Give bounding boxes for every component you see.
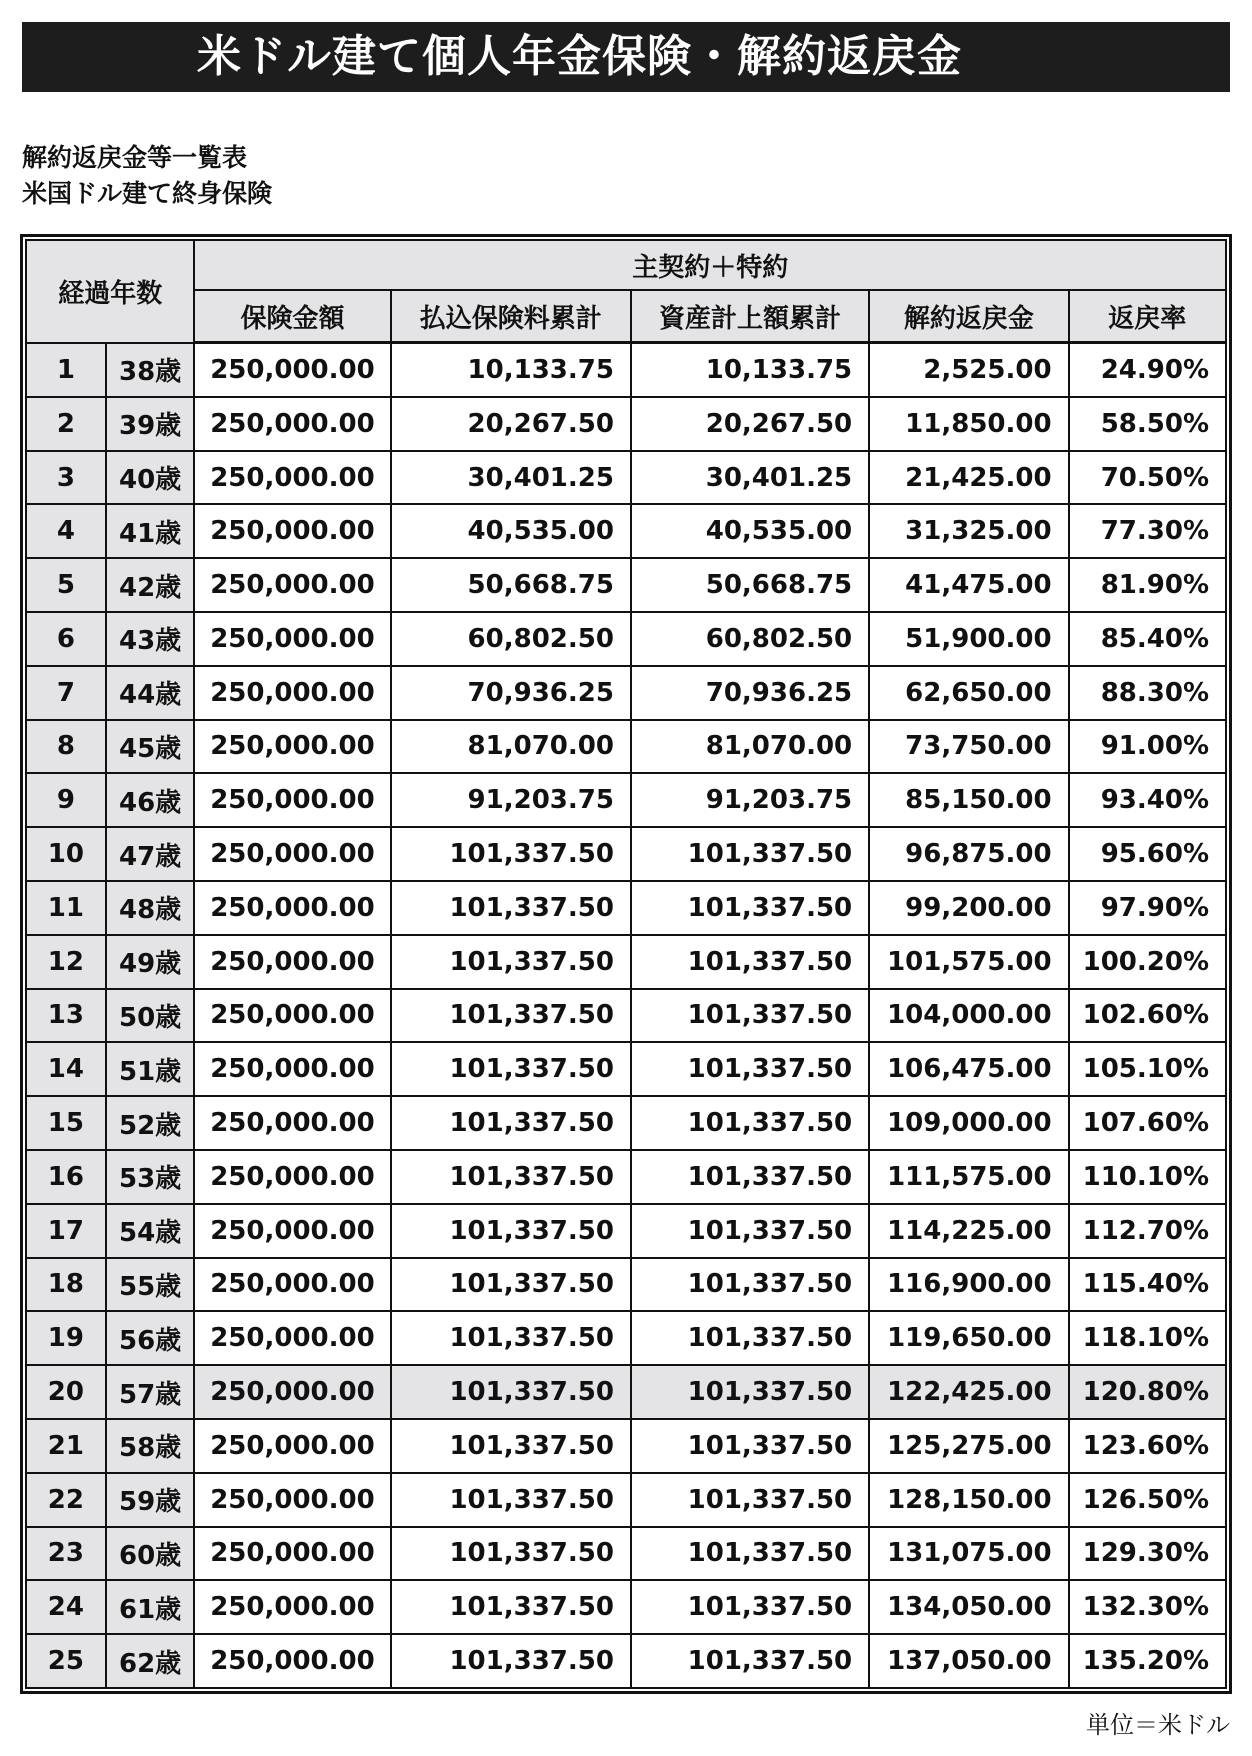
table-row [26, 343, 1226, 397]
age-cell: 46歳 [106, 773, 195, 827]
surrender-value-cell: 31,325.00 [869, 504, 1068, 558]
asset-total-cell: 101,337.50 [631, 1042, 869, 1096]
premium-total-cell: 60,802.50 [391, 612, 631, 666]
age-cell: 57歳 [106, 1365, 195, 1419]
return-rate-cell: 135.20% [1069, 1634, 1226, 1688]
col-header-asset-total: 資産計上額累計 [631, 290, 869, 343]
elapsed-year-cell: 7 [26, 666, 106, 720]
surrender-value-cell: 106,475.00 [869, 1042, 1068, 1096]
table-row [26, 1150, 1226, 1204]
return-rate-cell: 112.70% [1069, 1204, 1226, 1258]
premium-total-cell: 30,401.25 [391, 451, 631, 505]
sum-insured-cell: 250,000.00 [194, 558, 390, 612]
elapsed-year-cell: 11 [26, 881, 106, 935]
age-cell: 39歳 [106, 397, 195, 451]
asset-total-cell: 101,337.50 [631, 1204, 869, 1258]
elapsed-year-cell: 20 [26, 1365, 106, 1419]
return-rate-cell: 129.30% [1069, 1527, 1226, 1581]
age-cell: 60歳 [106, 1527, 195, 1581]
return-rate-cell: 107.60% [1069, 1096, 1226, 1150]
return-rate-cell: 123.60% [1069, 1419, 1226, 1473]
premium-total-cell: 101,337.50 [391, 1204, 631, 1258]
age-cell: 51歳 [106, 1042, 195, 1096]
sum-insured-cell: 250,000.00 [194, 1634, 390, 1688]
sum-insured-cell: 250,000.00 [194, 612, 390, 666]
elapsed-year-cell: 6 [26, 612, 106, 666]
return-rate-cell: 115.40% [1069, 1258, 1226, 1312]
subtitle-block [22, 140, 272, 212]
surrender-value-cell: 96,875.00 [869, 827, 1068, 881]
asset-total-cell: 40,535.00 [631, 504, 869, 558]
col-header-return-rate: 返戻率 [1069, 290, 1226, 343]
table-row [26, 720, 1226, 774]
asset-total-cell: 101,337.50 [631, 1473, 869, 1527]
return-rate-cell: 132.30% [1069, 1580, 1226, 1634]
table-row [26, 1419, 1226, 1473]
elapsed-year-cell: 2 [26, 397, 106, 451]
sum-insured-cell: 250,000.00 [194, 1365, 390, 1419]
premium-total-cell: 101,337.50 [391, 935, 631, 989]
elapsed-year-cell: 24 [26, 1580, 106, 1634]
table-row [26, 1527, 1226, 1581]
return-rate-cell: 118.10% [1069, 1311, 1226, 1365]
premium-total-cell: 40,535.00 [391, 504, 631, 558]
asset-total-cell: 81,070.00 [631, 720, 869, 774]
surrender-value-cell: 73,750.00 [869, 720, 1068, 774]
sum-insured-cell: 250,000.00 [194, 720, 390, 774]
asset-total-cell: 101,337.50 [631, 1365, 869, 1419]
asset-total-cell: 70,936.25 [631, 666, 869, 720]
age-cell: 56歳 [106, 1311, 195, 1365]
surrender-value-cell: 11,850.00 [869, 397, 1068, 451]
elapsed-year-cell: 3 [26, 451, 106, 505]
age-cell: 40歳 [106, 451, 195, 505]
elapsed-year-cell: 22 [26, 1473, 106, 1527]
asset-total-cell: 101,337.50 [631, 935, 869, 989]
table-row [26, 612, 1226, 666]
surrender-value-cell: 41,475.00 [869, 558, 1068, 612]
surrender-value-cell: 119,650.00 [869, 1311, 1068, 1365]
age-cell: 54歳 [106, 1204, 195, 1258]
age-cell: 55歳 [106, 1258, 195, 1312]
return-rate-cell: 81.90% [1069, 558, 1226, 612]
sum-insured-cell: 250,000.00 [194, 1150, 390, 1204]
table-row [26, 1473, 1226, 1527]
premium-total-cell: 20,267.50 [391, 397, 631, 451]
sum-insured-cell: 250,000.00 [194, 397, 390, 451]
table-row [26, 666, 1226, 720]
table-row [26, 1042, 1226, 1096]
asset-total-cell: 101,337.50 [631, 1311, 869, 1365]
age-cell: 53歳 [106, 1150, 195, 1204]
surrender-value-cell: 137,050.00 [869, 1634, 1068, 1688]
elapsed-year-cell: 1 [26, 343, 106, 397]
table-row [26, 1096, 1226, 1150]
return-rate-cell: 70.50% [1069, 451, 1226, 505]
table-row [26, 1311, 1226, 1365]
return-rate-cell: 58.50% [1069, 397, 1226, 451]
elapsed-year-cell: 17 [26, 1204, 106, 1258]
surrender-value-cell: 51,900.00 [869, 612, 1068, 666]
col-header-surrender-value: 解約返戻金 [869, 290, 1068, 343]
sum-insured-cell: 250,000.00 [194, 1580, 390, 1634]
surrender-value-cell: 134,050.00 [869, 1580, 1068, 1634]
premium-total-cell: 70,936.25 [391, 666, 631, 720]
premium-total-cell: 91,203.75 [391, 773, 631, 827]
title-bar [22, 22, 1230, 92]
age-cell: 43歳 [106, 612, 195, 666]
return-rate-cell: 105.10% [1069, 1042, 1226, 1096]
asset-total-cell: 20,267.50 [631, 397, 869, 451]
asset-total-cell: 101,337.50 [631, 1150, 869, 1204]
elapsed-year-cell: 8 [26, 720, 106, 774]
surrender-value-cell: 109,000.00 [869, 1096, 1068, 1150]
premium-total-cell: 101,337.50 [391, 827, 631, 881]
sum-insured-cell: 250,000.00 [194, 1527, 390, 1581]
elapsed-year-cell: 16 [26, 1150, 106, 1204]
premium-total-cell: 10,133.75 [391, 343, 631, 397]
page-title: 米ドル建て個人年金保険・解約返戻金 [197, 31, 962, 82]
elapsed-year-cell: 23 [26, 1527, 106, 1581]
subtitle-product-name: 米国ドル建て終身保険 [22, 179, 273, 208]
age-cell: 41歳 [106, 504, 195, 558]
asset-total-cell: 30,401.25 [631, 451, 869, 505]
table-row [26, 1365, 1226, 1419]
age-cell: 52歳 [106, 1096, 195, 1150]
surrender-value-cell: 114,225.00 [869, 1204, 1068, 1258]
elapsed-year-cell: 5 [26, 558, 106, 612]
table-row [26, 451, 1226, 505]
age-cell: 49歳 [106, 935, 195, 989]
table-row [26, 1580, 1226, 1634]
sum-insured-cell: 250,000.00 [194, 827, 390, 881]
asset-total-cell: 60,802.50 [631, 612, 869, 666]
surrender-value-table [25, 239, 1227, 1689]
premium-total-cell: 50,668.75 [391, 558, 631, 612]
surrender-value-cell: 131,075.00 [869, 1527, 1068, 1581]
sum-insured-cell: 250,000.00 [194, 1258, 390, 1312]
sum-insured-cell: 250,000.00 [194, 1096, 390, 1150]
asset-total-cell: 101,337.50 [631, 881, 869, 935]
surrender-value-cell: 99,200.00 [869, 881, 1068, 935]
sum-insured-cell: 250,000.00 [194, 1042, 390, 1096]
age-cell: 47歳 [106, 827, 195, 881]
surrender-value-cell: 116,900.00 [869, 1258, 1068, 1312]
premium-total-cell: 101,337.50 [391, 1365, 631, 1419]
asset-total-cell: 101,337.50 [631, 1419, 869, 1473]
surrender-value-cell: 125,275.00 [869, 1419, 1068, 1473]
age-cell: 50歳 [106, 989, 195, 1043]
premium-total-cell: 101,337.50 [391, 989, 631, 1043]
return-rate-cell: 85.40% [1069, 612, 1226, 666]
sum-insured-cell: 250,000.00 [194, 935, 390, 989]
table-row [26, 558, 1226, 612]
return-rate-cell: 95.60% [1069, 827, 1226, 881]
return-rate-cell: 110.10% [1069, 1150, 1226, 1204]
surrender-value-cell: 101,575.00 [869, 935, 1068, 989]
age-cell: 42歳 [106, 558, 195, 612]
sum-insured-cell: 250,000.00 [194, 343, 390, 397]
group-header-main-plus-rider: 主契約＋特約 [194, 240, 1226, 290]
age-cell: 48歳 [106, 881, 195, 935]
return-rate-cell: 97.90% [1069, 881, 1226, 935]
elapsed-year-cell: 13 [26, 989, 106, 1043]
return-rate-cell: 120.80% [1069, 1365, 1226, 1419]
asset-total-cell: 10,133.75 [631, 343, 869, 397]
asset-total-cell: 101,337.50 [631, 1258, 869, 1312]
sum-insured-cell: 250,000.00 [194, 451, 390, 505]
table-row [26, 1204, 1226, 1258]
table-row [26, 1634, 1226, 1688]
surrender-value-cell: 111,575.00 [869, 1150, 1068, 1204]
asset-total-cell: 101,337.50 [631, 1580, 869, 1634]
age-cell: 58歳 [106, 1419, 195, 1473]
asset-total-cell: 91,203.75 [631, 773, 869, 827]
unit-note: 単位＝米ドル [1086, 1711, 1230, 1739]
premium-total-cell: 101,337.50 [391, 1150, 631, 1204]
col-header-elapsed-years: 経過年数 [26, 240, 194, 343]
premium-total-cell: 101,337.50 [391, 1473, 631, 1527]
elapsed-year-cell: 9 [26, 773, 106, 827]
return-rate-cell: 91.00% [1069, 720, 1226, 774]
sum-insured-cell: 250,000.00 [194, 1204, 390, 1258]
table-row [26, 827, 1226, 881]
premium-total-cell: 101,337.50 [391, 1580, 631, 1634]
surrender-value-cell: 122,425.00 [869, 1365, 1068, 1419]
return-rate-cell: 100.20% [1069, 935, 1226, 989]
surrender-value-cell: 21,425.00 [869, 451, 1068, 505]
surrender-value-table-frame [20, 234, 1232, 1694]
asset-total-cell: 101,337.50 [631, 1634, 869, 1688]
premium-total-cell: 101,337.50 [391, 1527, 631, 1581]
age-cell: 38歳 [106, 343, 195, 397]
elapsed-year-cell: 25 [26, 1634, 106, 1688]
return-rate-cell: 88.30% [1069, 666, 1226, 720]
table-row [26, 773, 1226, 827]
return-rate-cell: 24.90% [1069, 343, 1226, 397]
table-row [26, 881, 1226, 935]
return-rate-cell: 93.40% [1069, 773, 1226, 827]
asset-total-cell: 101,337.50 [631, 1096, 869, 1150]
elapsed-year-cell: 4 [26, 504, 106, 558]
return-rate-cell: 102.60% [1069, 989, 1226, 1043]
return-rate-cell: 126.50% [1069, 1473, 1226, 1527]
surrender-value-cell: 85,150.00 [869, 773, 1068, 827]
elapsed-year-cell: 18 [26, 1258, 106, 1312]
sum-insured-cell: 250,000.00 [194, 666, 390, 720]
elapsed-year-cell: 21 [26, 1419, 106, 1473]
elapsed-year-cell: 15 [26, 1096, 106, 1150]
table-row [26, 935, 1226, 989]
premium-total-cell: 101,337.50 [391, 881, 631, 935]
age-cell: 44歳 [106, 666, 195, 720]
sum-insured-cell: 250,000.00 [194, 1473, 390, 1527]
elapsed-year-cell: 10 [26, 827, 106, 881]
asset-total-cell: 101,337.50 [631, 989, 869, 1043]
elapsed-year-cell: 12 [26, 935, 106, 989]
subtitle-surrender-list: 解約返戻金等一覧表 [22, 143, 248, 172]
surrender-value-cell: 128,150.00 [869, 1473, 1068, 1527]
table-row [26, 504, 1226, 558]
table-row [26, 397, 1226, 451]
asset-total-cell: 101,337.50 [631, 1527, 869, 1581]
sum-insured-cell: 250,000.00 [194, 1419, 390, 1473]
surrender-value-cell: 62,650.00 [869, 666, 1068, 720]
col-header-premium-total: 払込保険料累計 [391, 290, 631, 343]
age-cell: 59歳 [106, 1473, 195, 1527]
sum-insured-cell: 250,000.00 [194, 881, 390, 935]
sum-insured-cell: 250,000.00 [194, 504, 390, 558]
table-body [26, 343, 1226, 1689]
age-cell: 61歳 [106, 1580, 195, 1634]
elapsed-year-cell: 14 [26, 1042, 106, 1096]
surrender-value-cell: 2,525.00 [869, 343, 1068, 397]
premium-total-cell: 101,337.50 [391, 1042, 631, 1096]
premium-total-cell: 101,337.50 [391, 1096, 631, 1150]
col-header-sum-insured: 保険金額 [194, 290, 390, 343]
premium-total-cell: 101,337.50 [391, 1634, 631, 1688]
asset-total-cell: 101,337.50 [631, 827, 869, 881]
age-cell: 62歳 [106, 1634, 195, 1688]
asset-total-cell: 50,668.75 [631, 558, 869, 612]
return-rate-cell: 77.30% [1069, 504, 1226, 558]
premium-total-cell: 101,337.50 [391, 1311, 631, 1365]
sum-insured-cell: 250,000.00 [194, 989, 390, 1043]
premium-total-cell: 101,337.50 [391, 1258, 631, 1312]
sum-insured-cell: 250,000.00 [194, 773, 390, 827]
age-cell: 45歳 [106, 720, 195, 774]
premium-total-cell: 101,337.50 [391, 1419, 631, 1473]
table-row [26, 1258, 1226, 1312]
surrender-value-cell: 104,000.00 [869, 989, 1068, 1043]
sum-insured-cell: 250,000.00 [194, 1311, 390, 1365]
premium-total-cell: 81,070.00 [391, 720, 631, 774]
table-row [26, 989, 1226, 1043]
elapsed-year-cell: 19 [26, 1311, 106, 1365]
